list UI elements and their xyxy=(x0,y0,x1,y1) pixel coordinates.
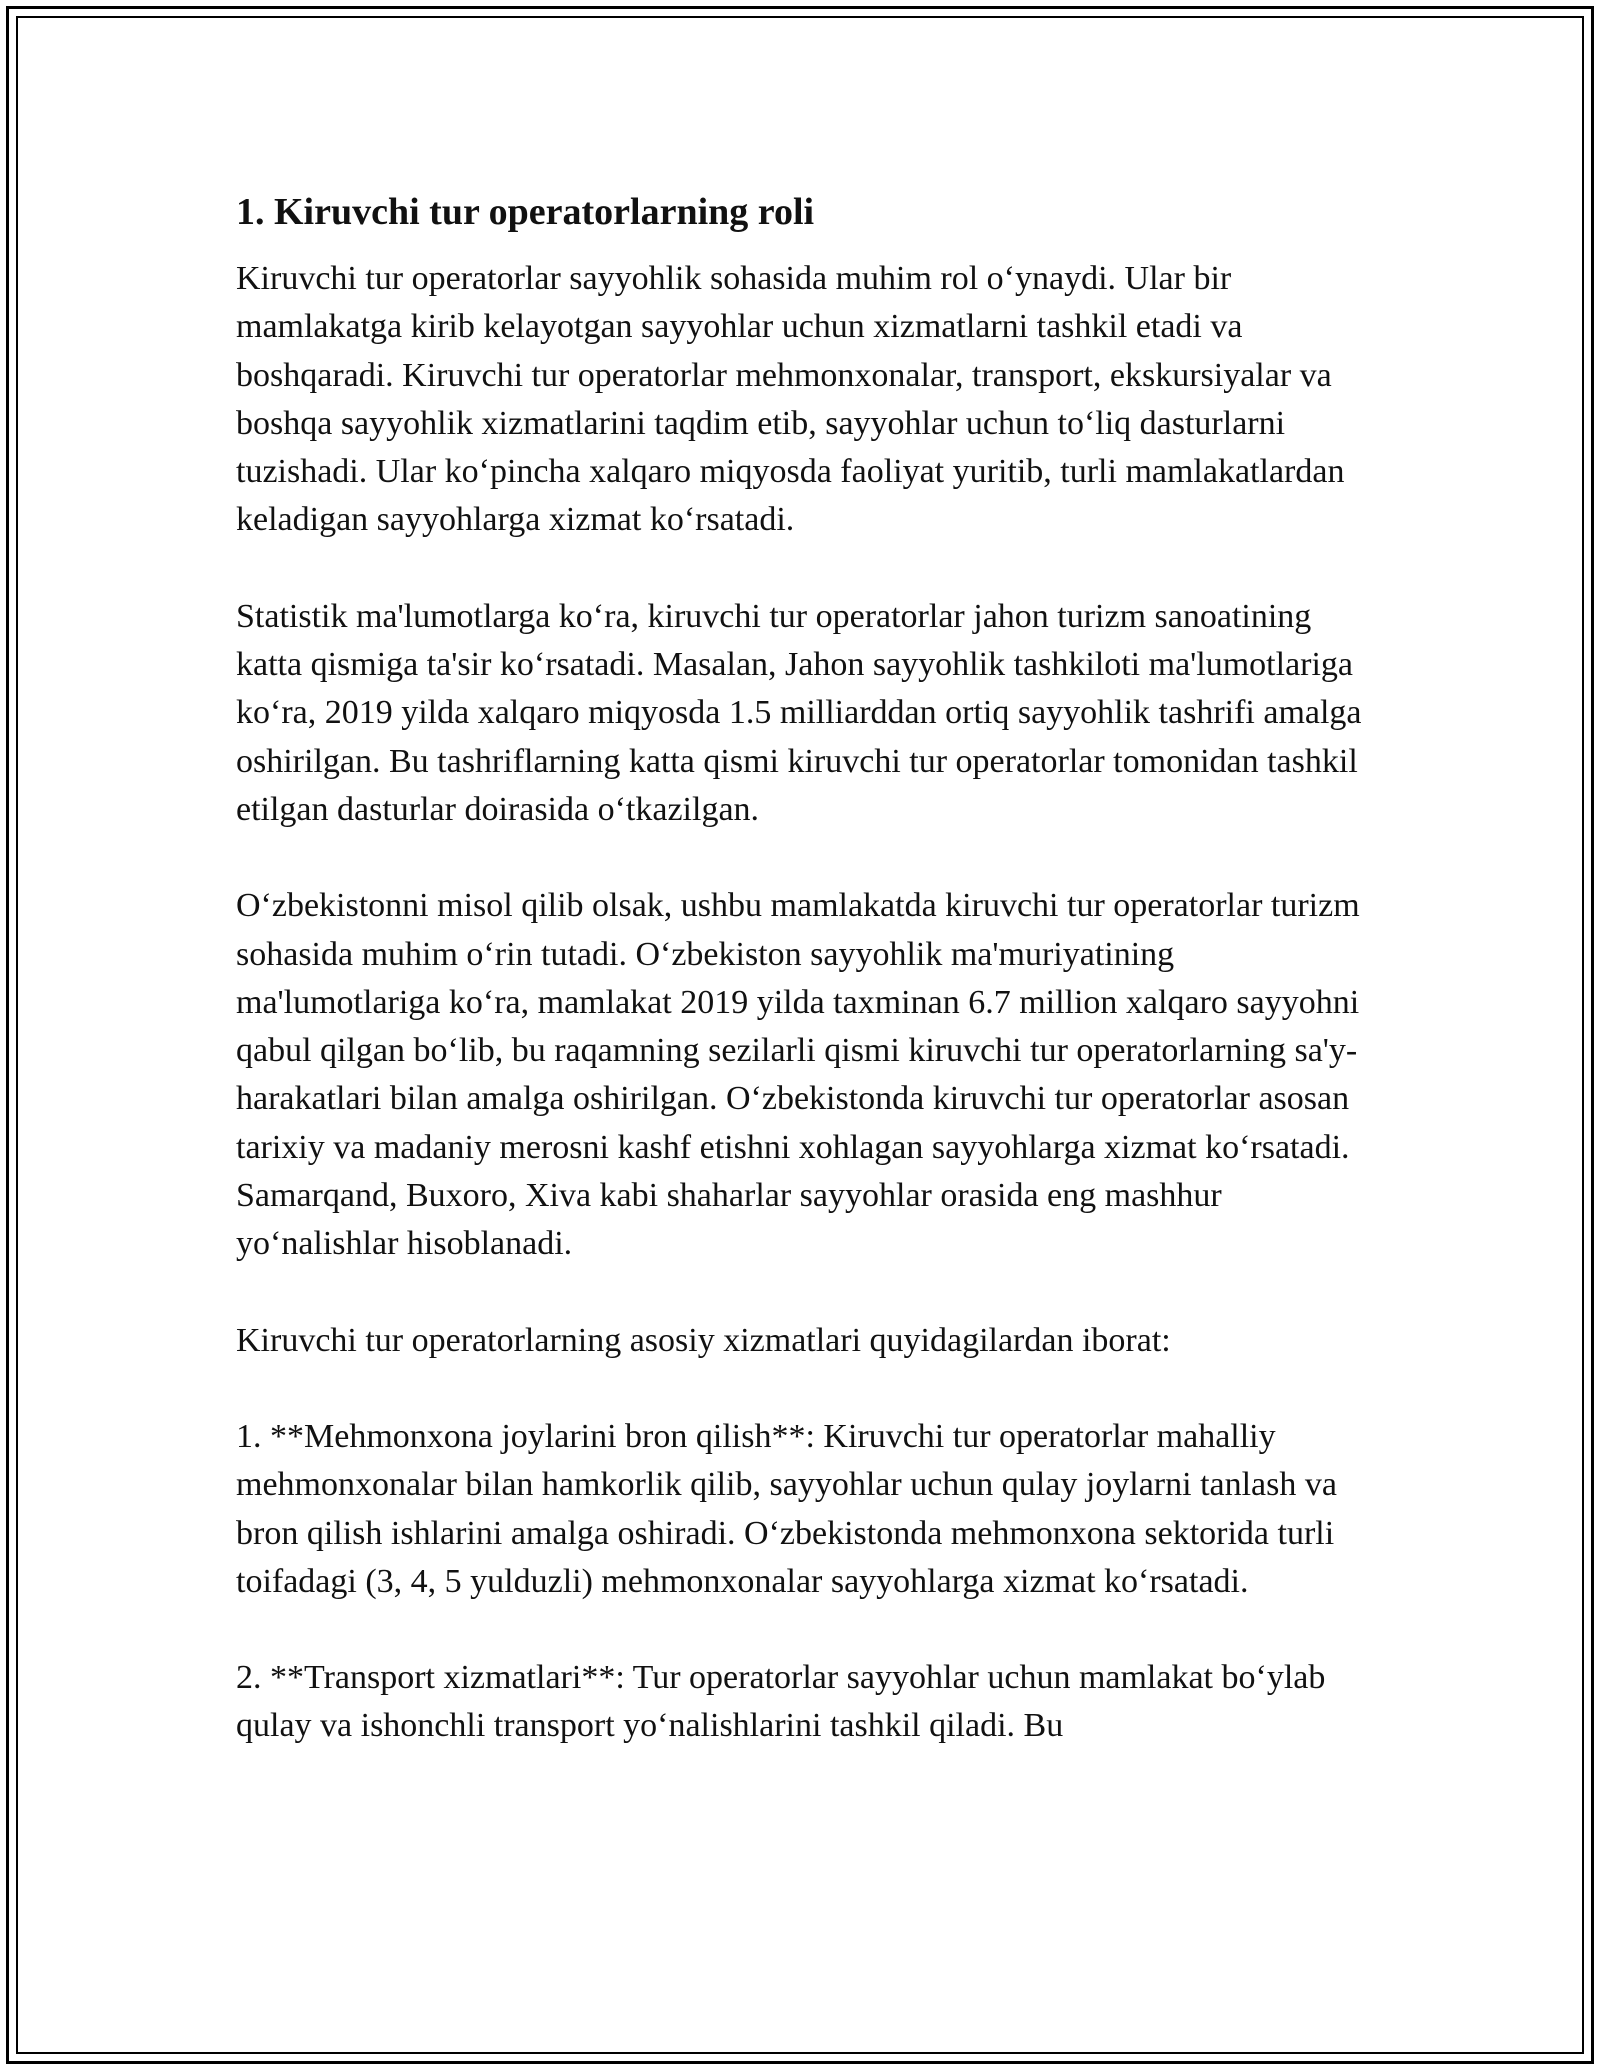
document-body xyxy=(236,186,1376,1751)
list-item-hotel-booking: 1. **Mehmonxona joylarini bron qilish**: Kiruvchi tur operatorlar mahalliy mehmonxonalar bilan hamkorlik qilib, sayyohlar uchun qulay joylarni tanlash va bron qilish ishlarini amalga oshiradi. O‘zbekistonda mehmonxona sektorida turli toifadagi (3, 4, 5 yulduzli) mehmonxonalar sayyohlarga xizmat ko‘rsatadi. xyxy=(236,1417,1337,1600)
paragraph-intro: Kiruvchi tur operatorlar sayyohlik sohasida muhim rol o‘ynaydi. Ular bir mamlakatga kirib kelayotgan sayyohlar uchun xizmatlarni tashkil etadi va boshqaradi. Kiruvchi tur operatorlar mehmonxonalar, transport, ekskursiyalar va boshqa sayyohlik xizmatlarini taqdim etib, sayyohlar uchun to‘liq dasturlarni tuzishadi. Ular ko‘pincha xalqaro miqyosda faoliyat yuritib, turli mamlakatlardan keladigan sayyohlarga xizmat ko‘rsatadi. xyxy=(236,260,1345,539)
paragraph-statistics: Statistik ma'lumotlarga ko‘ra, kiruvchi tur operatorlar jahon turizm sanoatining katta qismiga ta'sir ko‘rsatadi. Masalan, Jahon sayyohlik tashkiloti ma'lumotlariga ko‘ra, 2019 yilda xalqaro miqyosda 1.5 milliarddan ortiq sayyohlik tashrifi amalga oshirilgan. Bu tashriflarning katta qismi kiruvchi tur operatorlar tomonidan tashkil etilgan dasturlar doirasida o‘tkazilgan. xyxy=(236,597,1362,828)
paragraph-uzbekistan: O‘zbekistonni misol qilib olsak, ushbu mamlakatda kiruvchi tur operatorlar turizm sohasida muhim o‘rin tutadi. O‘zbekiston sayyohlik ma'muriyatining ma'lumotlariga ko‘ra, mamlakat 2019 yilda taxminan 6.7 million xalqaro sayyohni qabul qilgan bo‘lib, bu raqamning sezilarli qismi kiruvchi tur operatorlarning sa'y-harakatlari bilan amalga oshirilgan. O‘zbekistonda kiruvchi tur operatorlar asosan tarixiy va madaniy merosni kashf etishni xohlagan sayyohlarga xizmat ko‘rsatadi. Samarqand, Buxoro, Xiva kabi shaharlar sayyohlar orasida eng mashhur yo‘nalishlar hisoblanadi. xyxy=(236,887,1360,1263)
section-heading: 1. Kiruvchi tur operatorlarning roli xyxy=(236,191,815,233)
list-item-transport: 2. **Transport xizmatlari**: Tur operatorlar sayyohlar uchun mamlakat bo‘ylab qulay va ishonchli transport yo‘nalishlarini tashkil qiladi. Bu xyxy=(236,1659,1326,1745)
paragraph-services-intro: Kiruvchi tur operatorlarning asosiy xizmatlari quyidagilardan iborat: xyxy=(236,1321,1171,1359)
